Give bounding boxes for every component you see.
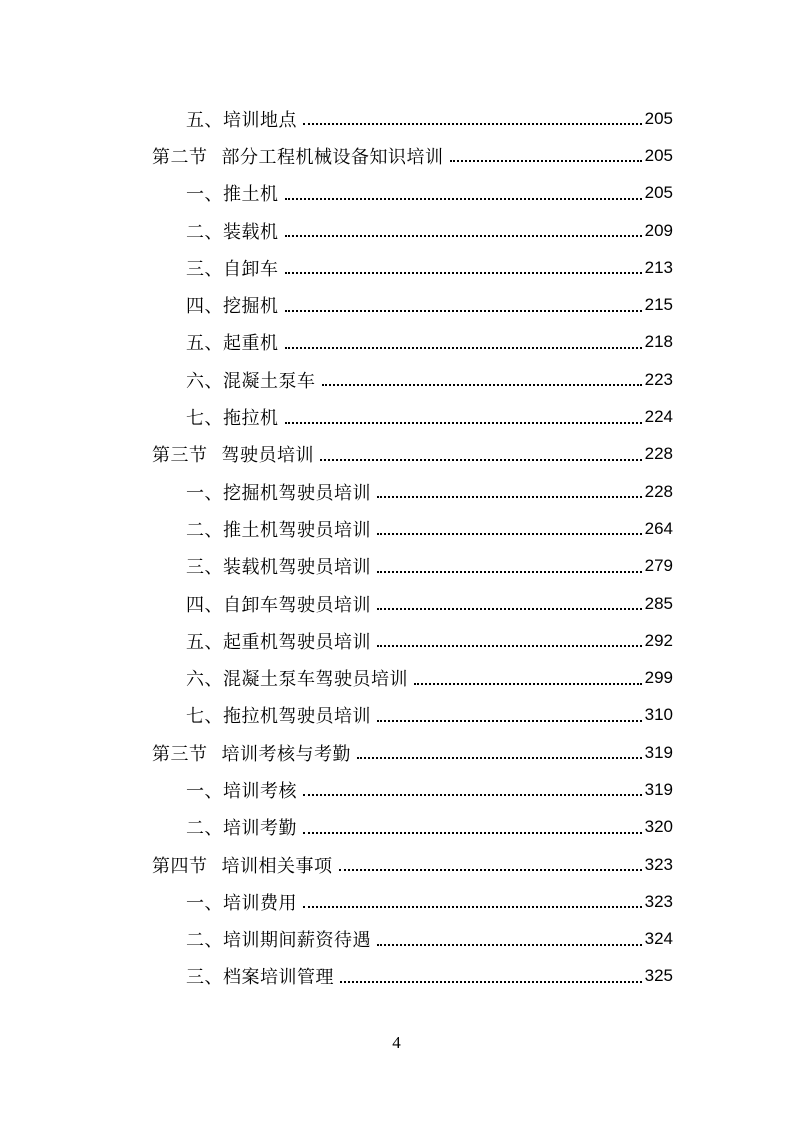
toc-subsection-entry[interactable] bbox=[152, 324, 673, 361]
toc-entry-title: 拖拉机驾驶员培训 bbox=[223, 706, 371, 728]
toc-entry-title: 推土机 bbox=[223, 184, 279, 206]
toc-entry-page-number: 323 bbox=[644, 891, 673, 911]
toc-subsection-entry[interactable] bbox=[152, 548, 673, 585]
toc-entry-label bbox=[186, 180, 279, 206]
toc-subsection-entry[interactable] bbox=[152, 771, 673, 808]
toc-entry-page-number: 213 bbox=[644, 257, 673, 277]
toc-entry-label bbox=[186, 963, 334, 989]
toc-entry-number: 一、 bbox=[186, 184, 223, 206]
toc-dot-leader bbox=[285, 346, 642, 349]
toc-entry-page-number: 215 bbox=[644, 295, 673, 315]
toc-entry-number: 五、 bbox=[186, 109, 223, 131]
toc-entry-page-number: 323 bbox=[644, 854, 673, 874]
toc-entry-label bbox=[152, 852, 333, 878]
toc-entry-title: 培训地点 bbox=[223, 109, 297, 131]
table-of-contents bbox=[152, 100, 673, 995]
toc-entry-title: 起重机驾驶员培训 bbox=[223, 631, 371, 653]
toc-entry-number: 二、 bbox=[186, 221, 223, 243]
toc-entry-page-number: 205 bbox=[644, 145, 673, 165]
toc-section-entry[interactable] bbox=[152, 846, 673, 883]
toc-entry-page-number: 292 bbox=[644, 630, 673, 650]
toc-entry-page-number: 264 bbox=[644, 518, 673, 538]
toc-entry-title: 挖掘机 bbox=[223, 296, 279, 318]
toc-dot-leader bbox=[377, 943, 642, 946]
toc-dot-leader bbox=[285, 271, 642, 274]
toc-dot-leader bbox=[285, 197, 642, 200]
toc-dot-leader bbox=[377, 570, 642, 573]
toc-entry-page-number: 285 bbox=[644, 593, 673, 613]
toc-subsection-entry[interactable] bbox=[152, 883, 673, 920]
toc-entry-label bbox=[186, 814, 297, 840]
toc-dot-leader bbox=[377, 532, 642, 535]
toc-entry-title: 自卸车 bbox=[223, 258, 279, 280]
toc-entry-page-number: 223 bbox=[644, 369, 673, 389]
toc-entry-page-number: 319 bbox=[644, 779, 673, 799]
toc-entry-title: 培训考勤 bbox=[223, 818, 297, 840]
toc-entry-number: 五、 bbox=[186, 333, 223, 355]
toc-entry-number: 一、 bbox=[186, 482, 223, 504]
toc-section-entry[interactable] bbox=[152, 137, 673, 174]
toc-dot-leader bbox=[377, 495, 642, 498]
toc-entry-number: 五、 bbox=[186, 631, 223, 653]
toc-dot-leader bbox=[303, 122, 642, 125]
page-number: 4 bbox=[392, 1033, 401, 1052]
toc-entry-number: 三、 bbox=[186, 967, 223, 989]
toc-entry-label bbox=[186, 479, 371, 505]
toc-section-entry[interactable] bbox=[152, 734, 673, 771]
toc-entry-label bbox=[186, 591, 371, 617]
toc-dot-leader bbox=[414, 682, 642, 685]
toc-entry-page-number: 299 bbox=[644, 668, 673, 688]
toc-entry-label bbox=[186, 889, 297, 915]
toc-dot-leader bbox=[322, 383, 642, 386]
toc-subsection-entry[interactable] bbox=[152, 473, 673, 510]
toc-dot-leader bbox=[450, 159, 642, 162]
toc-subsection-entry[interactable] bbox=[152, 361, 673, 398]
toc-entry-label bbox=[186, 516, 371, 542]
toc-entry-page-number: 224 bbox=[644, 407, 673, 427]
toc-entry-title: 培训考核与考勤 bbox=[221, 743, 351, 765]
toc-entry-title: 驾驶员培训 bbox=[221, 445, 314, 467]
toc-entry-title: 起重机 bbox=[223, 333, 279, 355]
toc-dot-leader bbox=[303, 831, 642, 834]
toc-entry-title: 档案培训管理 bbox=[223, 967, 334, 989]
toc-subsection-entry[interactable] bbox=[152, 585, 673, 622]
toc-subsection-entry[interactable] bbox=[152, 958, 673, 995]
toc-dot-leader bbox=[320, 458, 642, 461]
toc-dot-leader bbox=[357, 756, 642, 759]
toc-subsection-entry[interactable] bbox=[152, 212, 673, 249]
toc-dot-leader bbox=[377, 644, 642, 647]
toc-entry-label bbox=[186, 702, 371, 728]
toc-entry-label bbox=[152, 441, 314, 467]
toc-entry-number: 第三节 bbox=[152, 445, 208, 467]
toc-entry-title: 拖拉机 bbox=[223, 408, 279, 430]
toc-entry-title: 培训费用 bbox=[223, 892, 297, 914]
toc-dot-leader bbox=[339, 868, 642, 871]
toc-entry-label bbox=[186, 329, 279, 355]
toc-section-entry[interactable] bbox=[152, 436, 673, 473]
toc-entry-title: 部分工程机械设备知识培训 bbox=[221, 146, 444, 168]
toc-subsection-entry[interactable] bbox=[152, 622, 673, 659]
toc-entry-number: 七、 bbox=[186, 408, 223, 430]
toc-entry-number: 一、 bbox=[186, 892, 223, 914]
toc-entry-page-number: 209 bbox=[644, 220, 673, 240]
toc-entry-title: 装载机驾驶员培训 bbox=[223, 557, 371, 579]
toc-subsection-entry[interactable] bbox=[152, 809, 673, 846]
toc-entry-page-number: 279 bbox=[644, 556, 673, 576]
toc-dot-leader bbox=[303, 793, 642, 796]
toc-entry-page-number: 228 bbox=[644, 444, 673, 464]
toc-entry-number: 二、 bbox=[186, 519, 223, 541]
toc-dot-leader bbox=[285, 309, 642, 312]
toc-entry-label bbox=[186, 106, 297, 132]
toc-entry-page-number: 228 bbox=[644, 481, 673, 501]
toc-entry-page-number: 205 bbox=[644, 108, 673, 128]
toc-dot-leader bbox=[340, 980, 642, 983]
toc-subsection-entry[interactable] bbox=[152, 510, 673, 547]
toc-entry-number: 三、 bbox=[186, 557, 223, 579]
toc-entry-label bbox=[186, 218, 279, 244]
toc-entry-title: 混凝土泵车 bbox=[223, 370, 316, 392]
toc-entry-label bbox=[186, 553, 371, 579]
toc-entry-title: 培训考核 bbox=[223, 780, 297, 802]
toc-entry-label bbox=[186, 255, 279, 281]
toc-entry-number: 四、 bbox=[186, 594, 223, 616]
toc-entry-label bbox=[186, 665, 408, 691]
toc-entry-number: 七、 bbox=[186, 706, 223, 728]
toc-entry-page-number: 205 bbox=[644, 183, 673, 203]
toc-entry-number: 六、 bbox=[186, 669, 223, 691]
toc-entry-page-number: 325 bbox=[644, 966, 673, 986]
toc-dot-leader bbox=[285, 421, 642, 424]
toc-entry-number: 三、 bbox=[186, 258, 223, 280]
toc-entry-number: 第二节 bbox=[152, 146, 208, 168]
toc-entry-title: 自卸车驾驶员培训 bbox=[223, 594, 371, 616]
toc-entry-number: 二、 bbox=[186, 818, 223, 840]
toc-entry-title: 推土机驾驶员培训 bbox=[223, 519, 371, 541]
toc-subsection-entry[interactable] bbox=[152, 697, 673, 734]
toc-entry-label bbox=[186, 292, 279, 318]
toc-entry-label bbox=[186, 777, 297, 803]
toc-subsection-entry[interactable] bbox=[152, 100, 673, 137]
toc-entry-label bbox=[186, 628, 371, 654]
toc-entry-title: 培训相关事项 bbox=[221, 855, 333, 877]
toc-entry-label bbox=[186, 404, 279, 430]
toc-subsection-entry[interactable] bbox=[152, 175, 673, 212]
toc-entry-title: 混凝土泵车驾驶员培训 bbox=[223, 669, 408, 691]
toc-entry-title: 挖掘机驾驶员培训 bbox=[223, 482, 371, 504]
toc-dot-leader bbox=[377, 719, 642, 722]
toc-entry-label bbox=[186, 367, 316, 393]
toc-entry-title: 装载机 bbox=[223, 221, 279, 243]
toc-entry-page-number: 320 bbox=[644, 817, 673, 837]
toc-entry-label bbox=[152, 143, 444, 169]
toc-dot-leader bbox=[377, 607, 642, 610]
toc-entry-number: 二、 bbox=[186, 930, 223, 952]
toc-entry-number: 第四节 bbox=[152, 855, 208, 877]
toc-dot-leader bbox=[303, 905, 642, 908]
toc-entry-label bbox=[186, 926, 371, 952]
toc-dot-leader bbox=[285, 234, 642, 237]
toc-subsection-entry[interactable] bbox=[152, 249, 673, 286]
toc-subsection-entry[interactable] bbox=[152, 921, 673, 958]
toc-entry-number: 六、 bbox=[186, 370, 223, 392]
toc-entry-page-number: 310 bbox=[644, 705, 673, 725]
toc-entry-number: 第三节 bbox=[152, 743, 208, 765]
toc-entry-page-number: 319 bbox=[644, 742, 673, 762]
toc-entry-label bbox=[152, 740, 351, 766]
toc-entry-page-number: 324 bbox=[644, 929, 673, 949]
toc-entry-number: 一、 bbox=[186, 780, 223, 802]
toc-subsection-entry[interactable] bbox=[152, 286, 673, 323]
toc-entry-number: 四、 bbox=[186, 296, 223, 318]
toc-entry-title: 培训期间薪资待遇 bbox=[223, 930, 371, 952]
toc-subsection-entry[interactable] bbox=[152, 398, 673, 435]
toc-entry-page-number: 218 bbox=[644, 332, 673, 352]
toc-subsection-entry[interactable] bbox=[152, 659, 673, 696]
